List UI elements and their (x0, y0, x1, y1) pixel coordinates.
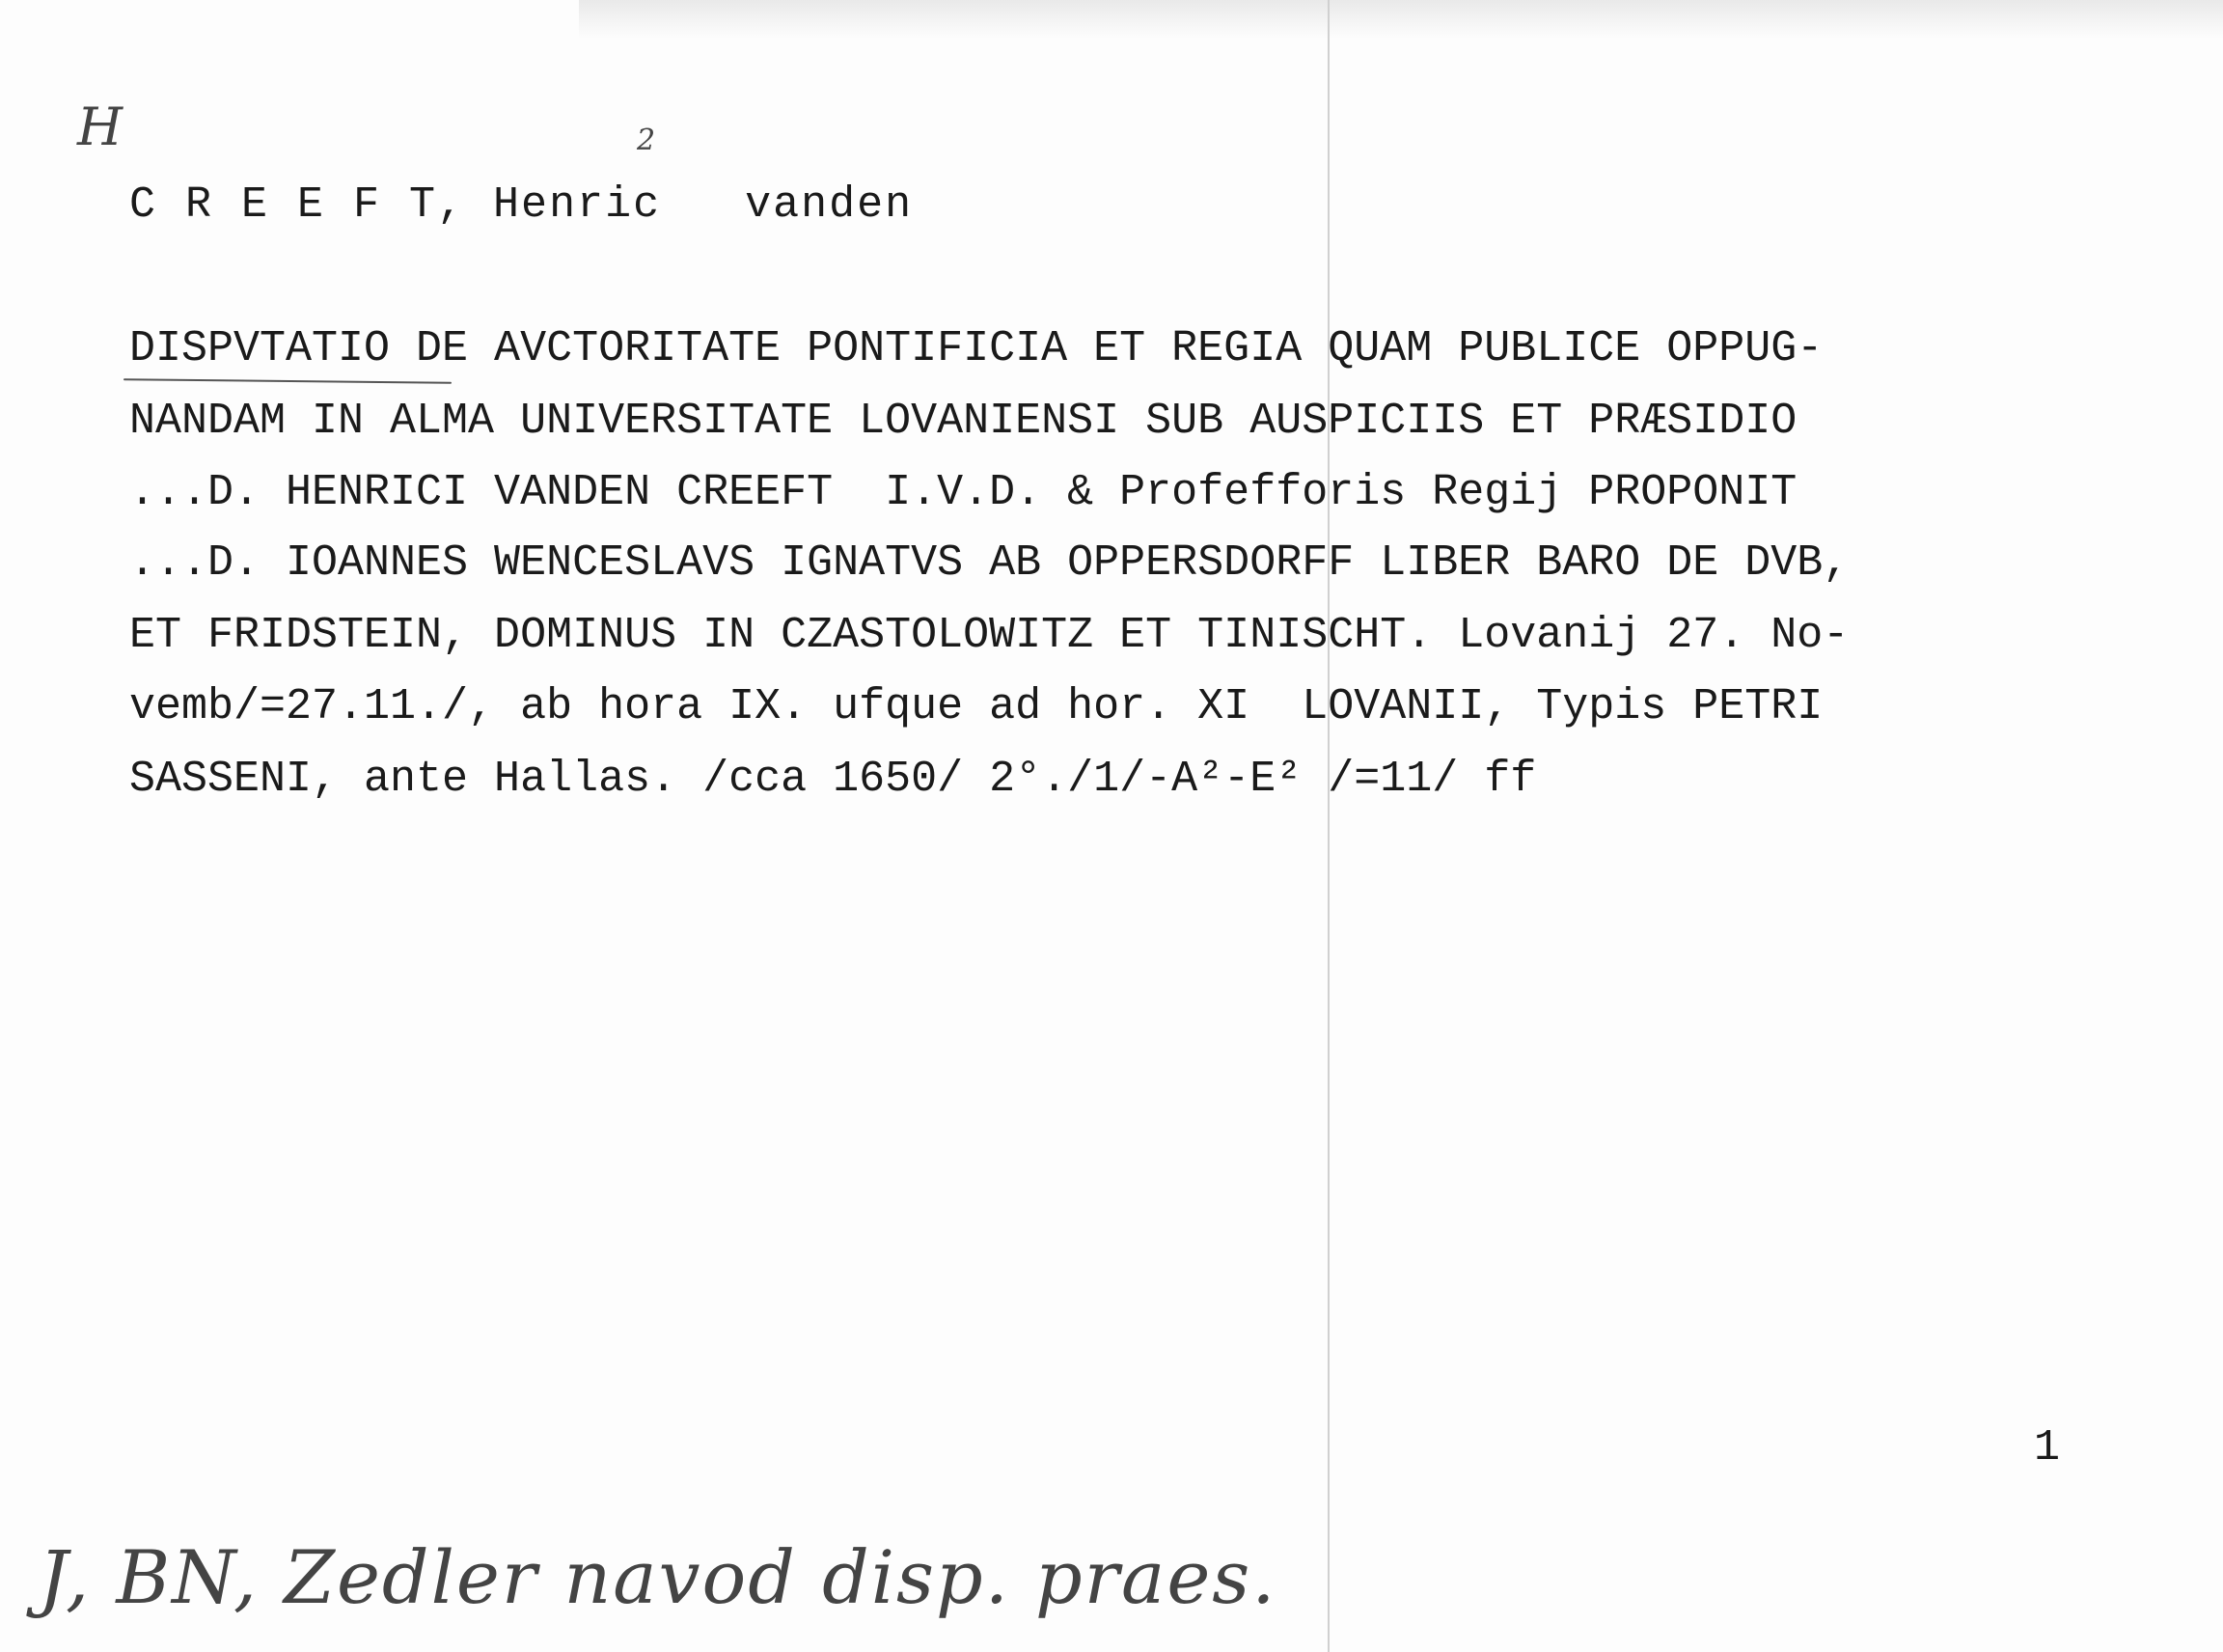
collation-line: SASSENI, ante Hallas. /cca 1650/ 2°./1/-A²-E² /=11/ ff (129, 755, 1537, 804)
title-line: ...D. IOANNES WENCESLAVS IGNATVS AB OPPERSDORFF LIBER BARO DE DVB, (129, 538, 1850, 588)
fold-line (1328, 0, 1330, 1652)
title-line: ...D. HENRICI VANDEN CREEFT I.V.D. & Profefforis Regij PROPONIT (129, 468, 1798, 517)
scan-shadow (579, 0, 2223, 39)
imprint-line: vemb/=27.11./, ab hora IX. ufque ad hor. XI LOVANII, Typis PETRI (129, 682, 1824, 731)
title-underline (124, 378, 452, 384)
card-number: 1 (2034, 1423, 2061, 1473)
author-heading: C R E E F T, Henric vanden (129, 180, 914, 230)
handwritten-superscript: 2 (637, 124, 656, 157)
imprint-line: ET FRIDSTEIN, DOMINUS IN CZASTOLOWITZ ET TINISCHT. Lovanij 27. No- (129, 611, 1850, 660)
title-line: DISPVTATIO DE AVCTORITATE PONTIFICIA ET REGIA QUAM PUBLICE OPPUG- (129, 324, 1824, 373)
title-line: NANDAM IN ALMA UNIVERSITATE LOVANIENSI SUB AUSPICIIS ET PRÆSIDIO (129, 397, 1798, 446)
handwritten-note: J, BN, Zedler navod disp. praes. (39, 1534, 1277, 1620)
handwritten-mark: H (77, 96, 124, 157)
